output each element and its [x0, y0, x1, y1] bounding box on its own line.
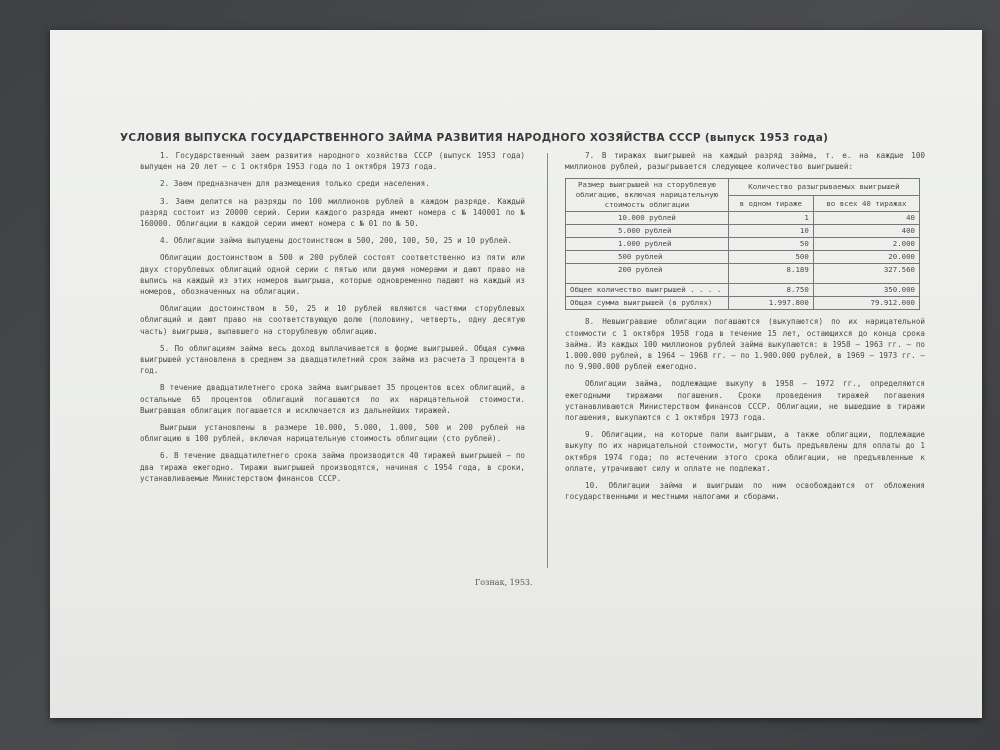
paragraph: 9. Облигации, на которые пали выигрыши, а также облигации, подлежащие выкупу по их нарицательной стоимости, могут быть предъявлены для оплаты до 1 октября 1974 года; по истечении этого срока облигации, не предъявленные к оплате, утрачивают силу и оплате не подлежат. — [565, 430, 925, 473]
table-header-one-draw: в одном тираже — [728, 195, 813, 212]
table-header-prize-size: Размер выигрышей на сторублевую облигацию, включая нарицательную стоимость облигации — [566, 179, 729, 212]
paragraph: 3. Заем делится на разряды по 100 миллионов рублей в каждом разряде. Каждый разряд состоит из 20000 серий. Серии каждого разряда имеют номера с № 140001 по № 160000. Облигации в каждой серии имеют номера с № 01 по № 50. — [140, 196, 525, 229]
column-divider — [547, 153, 548, 568]
paragraph: Облигации займа, подлежащие выкупу в 1958 — 1972 гг., определяются ежегодными тиражами погашения. Сроки проведения тиражей погашения устанавливаются Министерством финансов СССР. Облигации, не вышедшие в тиражи погашения, выкупаются с 1 октября 1973 года. — [565, 379, 925, 423]
table-row: 200 рублей 8.189 327.560 — [566, 264, 920, 284]
table-row: 5.000 рублей 10 400 — [566, 225, 920, 238]
table-row: 10.000 рублей 1 40 — [566, 212, 920, 225]
table-header-group: Количество разыгрываемых выигрышей — [728, 179, 919, 196]
table-row: 500 рублей 500 20.000 — [566, 251, 920, 264]
document-title: УСЛОВИЯ ВЫПУСКА ГОСУДАРСТВЕННОГО ЗАЙМА РАЗВИТИЯ НАРОДНОГО ХОЗЯЙСТВА СССР (выпуск 1953 года) — [120, 132, 829, 144]
left-column — [140, 150, 525, 490]
paragraph: 8. Невыигравшие облигации погашаются (выкупаются) по их нарицательной стоимости с 1 октября 1958 года в течение 15 лет, остающихся до конца срока займа. Из каждых 100 миллионов рублей займа выкупаются: в 1958 — 1963 гг. — по 1.000.000 рублей, в 1964 — 1968 гг. — по 1.900.000 рублей, в 1969 — 1973 гг. — по 9.900.000 рублей ежегодно. — [565, 317, 925, 372]
paragraph: 1. Государственный заем развития народного хозяйства СССР (выпуск 1953 года) выпущен на 20 лет — с 1 октября 1953 года по 1 октября 1973 года. — [140, 151, 525, 172]
table-row: 1.000 рублей 50 2.000 — [566, 238, 920, 251]
table-row-total-sum: Общая сумма выигрышей (в рублях) 1.997.800 79.912.000 — [566, 297, 920, 310]
table-header-all-draws: во всех 40 тиражах — [813, 195, 919, 212]
paragraph: В течение двадцатилетнего срока займа выигрывает 35 процентов всех облигаций, а остальные 65 процентов облигаций погашаются по их нарицательной стоимости. Выигравшая облигация погашается и исключается из дальнейших тиражей. — [140, 383, 525, 415]
table-row-total-count: Общее количество выигрышей . . . . 8.750 350.000 — [566, 284, 920, 297]
paragraph: 4. Облигации займа выпущены достоинством в 500, 200, 100, 50, 25 и 10 рублей. — [160, 236, 513, 246]
prize-table — [565, 178, 920, 310]
paragraph: 10. Облигации займа и выигрыши по ним освобождаются от обложения государственными и местными налогами и сборами. — [565, 481, 925, 502]
paragraph: 7. В тиражах выигрышей на каждый разряд займа, т. е. на каждые 100 миллионов рублей, разыгрывается следующее количество выигрышей: — [565, 151, 925, 172]
paragraph: Облигации достоинством в 500 и 200 рублей состоят соответственно из пяти или двух сторублевых облигаций одной серии с пятью или двумя номерами и дают право на выпись на каждый из этих номеров выигрыша, которые одновременно падают на каждый из номеров, обозначенных на облигации. — [140, 253, 525, 297]
paragraph: Выигрыши установлены в размере 10.000, 5.000, 1.000, 500 и 200 рублей на облигацию в 100 рублей, включая нарицательную стоимость облигации (сто рублей). — [140, 423, 525, 444]
paragraph: 5. По облигациям займа весь доход выплачивается в форме выигрышей. Общая сумма выигрышей установлена в среднем за двадцатилетний срок займа из расчета 3 процента в год. — [140, 343, 525, 376]
paragraph: 6. В течение двадцатилетнего срока займа производится 40 тиражей выигрышей — по два тиража ежегодно. Тиражи выигрышей производятся, начиная с 1954 года, в сроки, устанавливаемые Министерством финансов СССР. — [140, 451, 525, 483]
right-column — [565, 150, 925, 508]
paragraph: Облигации достоинством в 50, 25 и 10 рублей являются частями сторублевых облигаций и дают право на соответствующую долю (половину, четверть, одну десятую часть) выигрыша, выпавшего на сторублевую облигацию. — [140, 304, 525, 336]
paragraph: 2. Заем предназначен для размещения только среди населения. — [160, 179, 430, 189]
printer-mark: Гознак, 1953. — [475, 578, 533, 587]
